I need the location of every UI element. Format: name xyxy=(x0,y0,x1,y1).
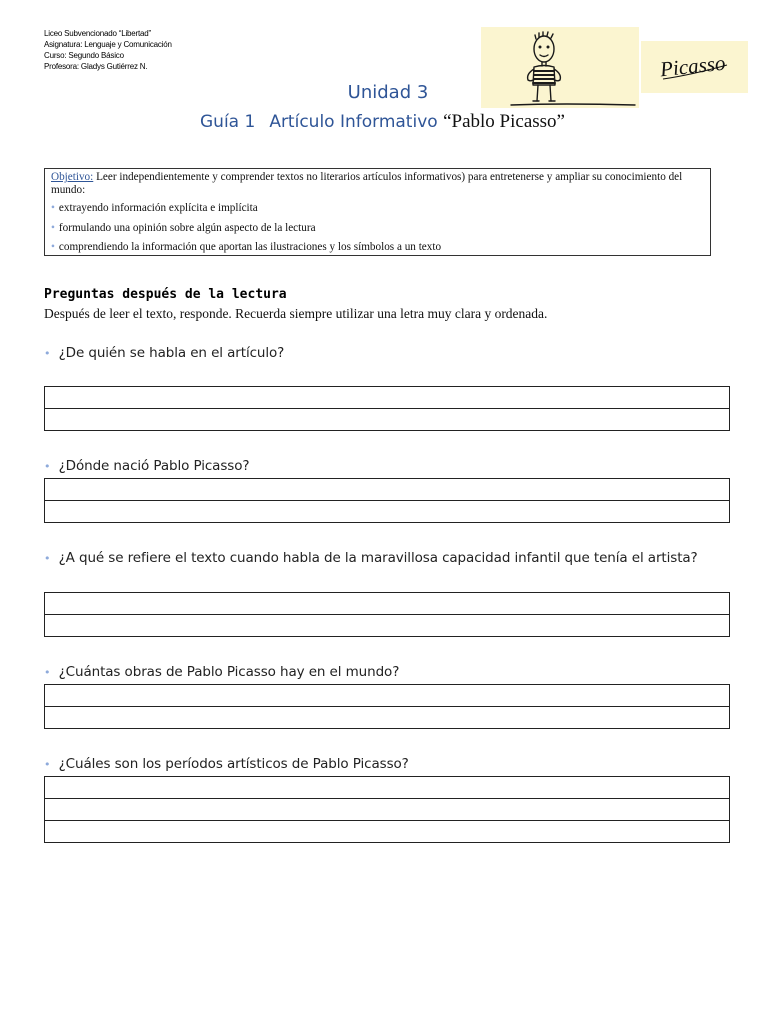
bullet-icon: • xyxy=(44,552,51,565)
question-1 xyxy=(44,342,724,365)
answer-box-3 xyxy=(44,592,730,637)
objective-box xyxy=(44,168,711,256)
answer-line[interactable] xyxy=(45,593,730,615)
objective-item: • extrayendo información explícita e implícita xyxy=(51,202,258,214)
bullet-icon: • xyxy=(51,202,55,214)
signature-text: Picasso xyxy=(658,50,727,82)
guide-type: Artículo Informativo xyxy=(269,112,438,132)
guide-number: Guía 1 xyxy=(200,112,256,132)
bullet-icon: • xyxy=(44,758,51,771)
question-text: ¿De quién se habla en el artículo? xyxy=(58,345,285,361)
bullet-icon: • xyxy=(44,666,51,679)
answer-box-4 xyxy=(44,684,730,729)
answer-line[interactable] xyxy=(45,409,730,431)
answer-box-5 xyxy=(44,776,730,843)
answer-box-1 xyxy=(44,386,730,431)
answer-box-2 xyxy=(44,478,730,523)
answer-line[interactable] xyxy=(45,615,730,637)
answer-line[interactable] xyxy=(45,777,730,799)
bullet-icon: • xyxy=(44,347,51,360)
answer-line[interactable] xyxy=(45,479,730,501)
objective-item: • formulando una opinión sobre algún aspecto de la lectura xyxy=(51,221,316,234)
course-line: Curso: Segundo Básico xyxy=(44,51,124,60)
bullet-icon: • xyxy=(51,241,55,253)
question-text: ¿Dónde nació Pablo Picasso? xyxy=(58,458,250,474)
unit-title: Unidad 3 xyxy=(347,82,429,103)
objective-item: • comprendiendo la información que aportan las ilustraciones y los símbolos a un texto xyxy=(51,241,442,253)
answer-line[interactable] xyxy=(45,685,730,707)
answer-line[interactable] xyxy=(45,821,730,843)
school-name: Liceo Subvencionado “Libertad” xyxy=(44,29,151,38)
bullet-icon: • xyxy=(44,460,51,473)
guide-topic: “Pablo Picasso” xyxy=(443,111,565,132)
bullet-icon: • xyxy=(51,221,55,234)
answer-line[interactable] xyxy=(45,387,730,409)
question-2 xyxy=(44,455,724,478)
objective-list xyxy=(51,199,704,258)
question-3 xyxy=(44,547,724,570)
question-text: ¿Cuántas obras de Pablo Picasso hay en el mundo? xyxy=(58,664,400,680)
objective-text-block xyxy=(51,171,704,196)
answer-line[interactable] xyxy=(45,501,730,523)
school-header xyxy=(44,28,172,72)
question-text: ¿Cuáles son los períodos artísticos de Pablo Picasso? xyxy=(58,756,409,772)
section-title: Preguntas después de la lectura xyxy=(44,287,287,302)
question-5 xyxy=(44,753,724,776)
question-4 xyxy=(44,661,724,684)
objective-text: Leer independientemente y comprender textos no literarios artículos informativos) para entretenerse y ampliar su conocimiento del mundo: xyxy=(51,171,683,196)
instructions-text: Después de leer el texto, responde. Recuerda siempre utilizar una letra muy clara y ordenada. xyxy=(44,306,548,321)
objective-label: Objetivo: xyxy=(51,171,94,183)
question-text: ¿A qué se refiere el texto cuando habla de la maravillosa capacidad infantil que tenía el artista? xyxy=(58,550,698,566)
guide-title xyxy=(200,111,565,133)
teacher-line: Profesora: Gladys Gutiérrez N. xyxy=(44,62,148,71)
answer-line[interactable] xyxy=(45,707,730,729)
answer-line[interactable] xyxy=(45,799,730,821)
subject-line: Asignatura: Lenguaje y Comunicación xyxy=(44,40,172,49)
